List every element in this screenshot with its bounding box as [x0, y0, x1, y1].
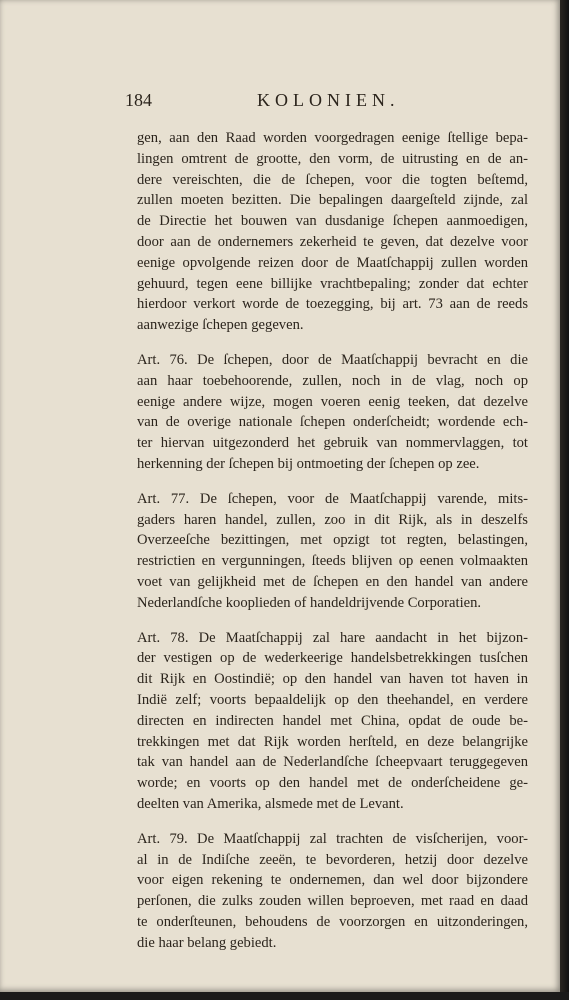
text-line: trekkingen met dat Rijk worden herſteld, en deze belangrijke: [137, 733, 528, 750]
text-line: voet van gelijkheid met de ſchepen en den handel van andere: [137, 573, 528, 590]
paragraph-art-79: [137, 829, 528, 954]
text-line: Art. 78. De Maatſchappij zal hare aandacht in het bijzon-: [137, 629, 528, 646]
text-line: die haar belang gebiedt.: [137, 934, 277, 951]
text-line: deelten van Amerika, alsmede met de Levant.: [137, 795, 404, 812]
text-line: eenige opvolgende reizen door de Maatſchappij zullen worden: [137, 254, 528, 271]
running-title: KOLONIEN.: [257, 90, 400, 110]
text-line: der vestigen op de wederkeerige handelsbetrekkingen tusſchen: [137, 650, 528, 667]
text-line: Overzeeſche bezittingen, met opzigt tot regten, belastingen,: [137, 532, 528, 549]
text-line: dere vereischten, die de ſchepen, voor die togten beſtemd,: [137, 171, 528, 188]
text-line: ter hiervan uitgezonderd het gebruik van nommervlaggen, tot: [137, 435, 528, 452]
text-line: Indië zelf; voorts bepaaldelijk op den theehandel, en verdere: [137, 691, 528, 708]
text-line: aanwezige ſchepen gegeven.: [137, 317, 304, 334]
text-line: herkenning der ſchepen bij ontmoeting der ſchepen op zee.: [137, 455, 480, 472]
text-line: gaders haren handel, zullen, zoo in dit Rijk, als in deszelfs: [137, 511, 528, 528]
text-line: restrictien en vergunningen, ſteeds blijven op eenen volmaakten: [137, 553, 528, 570]
text-line: hierdoor verkort worde de toezegging, bij art. 73 aan de reeds: [137, 296, 528, 313]
text-line: zullen moeten bezitten. Die bepalingen daargeſteld zijnde, zal: [137, 192, 528, 209]
text-line: te onderſteunen, behoudens de voorzorgen en uitzonderingen,: [137, 913, 528, 930]
text-line: perſonen, die zulks zouden willen beproeven, met raad en daad: [137, 893, 528, 910]
text-line: door aan de ondernemers zekerheid te geven, dat dezelve voor: [137, 233, 528, 250]
text-line: de Directie het bouwen van dusdanige ſchepen aanmoedigen,: [137, 213, 528, 230]
text-line: directen en indirecten handel met China, opdat de oude be-: [137, 712, 528, 729]
page-header: [125, 90, 531, 114]
text-line: worde; en voorts op den handel met de onderſcheidene ge-: [137, 775, 528, 792]
text-line: eenige andere wijze, mogen voeren eenig teeken, dat dezelve: [137, 393, 528, 410]
paragraph-continuation: [137, 128, 528, 336]
paragraph-art-77: [137, 489, 528, 614]
book-edge: [560, 0, 569, 1000]
paragraph-art-76: [137, 350, 528, 475]
paragraph-art-78: [137, 628, 528, 815]
text-line: aan haar toebehoorende, zullen, noch in de vlag, noch op: [137, 372, 528, 389]
text-line: Art. 79. De Maatſchappij zal trachten de visſcherijen, voor-: [137, 830, 528, 847]
text-line: voor eigen rekening te ondernemen, dan wel door bijzondere: [137, 872, 528, 889]
text-line: gen, aan den Raad worden voorgedragen eenige ſtellige bepa-: [137, 130, 528, 146]
book-edge-bottom: [0, 992, 569, 1000]
text-line: dit Rijk en Oostindië; op den handel van haven tot haven in: [137, 671, 528, 688]
page-number: 184: [125, 90, 152, 110]
text-line: lingen omtrent de grootte, den vorm, de uitrusting en de an-: [137, 150, 528, 167]
text-line: van de overige nationale ſchepen onderſcheidt; wordende ech-: [137, 414, 528, 431]
text-line: Art. 77. De ſchepen, voor de Maatſchappij varende, mits-: [137, 490, 528, 507]
text-line: Nederlandſche kooplieden of handeldrijvende Corporatien.: [137, 594, 482, 611]
text-line: tak van handel aan de Nederlandſche ſcheepvaart teruggegeven: [137, 754, 528, 771]
text-line: Art. 76. De ſchepen, door de Maatſchappij bevracht en die: [137, 351, 528, 368]
text-line: gehuurd, tegen eene billijke vrachtbepaling; zonder dat echter: [137, 275, 528, 292]
text-line: al in de Indiſche zeeën, te bevorderen, hetzij door dezelve: [137, 851, 528, 868]
body-text: [137, 128, 528, 967]
